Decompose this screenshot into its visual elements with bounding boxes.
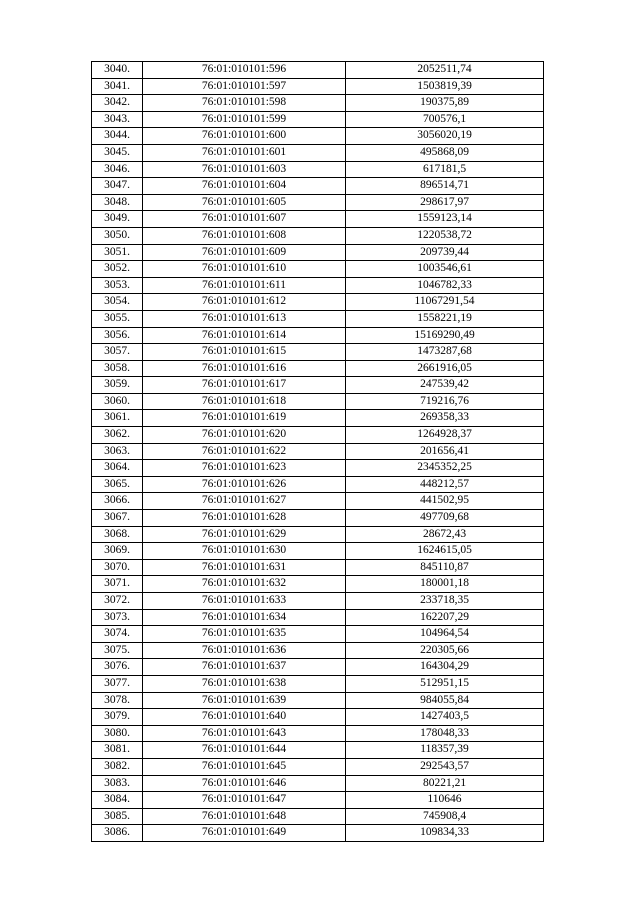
row-number-cell: 3046. xyxy=(92,161,143,178)
cadastral-number-cell: 76:01:010101:609 xyxy=(143,244,346,261)
cadastral-value-cell: 1046782,33 xyxy=(346,277,544,294)
cadastral-value-cell: 1624615,05 xyxy=(346,543,544,560)
table-row xyxy=(92,211,544,228)
table-row xyxy=(92,178,544,195)
cadastral-value-cell: 28672,43 xyxy=(346,526,544,543)
cadastral-value-cell: 441502,95 xyxy=(346,493,544,510)
table-row xyxy=(92,227,544,244)
row-number-cell: 3084. xyxy=(92,792,143,809)
table-row xyxy=(92,344,544,361)
cadastral-number-cell: 76:01:010101:648 xyxy=(143,808,346,825)
table-row xyxy=(92,626,544,643)
cadastral-number-cell: 76:01:010101:640 xyxy=(143,709,346,726)
table-row xyxy=(92,493,544,510)
cadastral-number-cell: 76:01:010101:649 xyxy=(143,825,346,842)
table-row xyxy=(92,261,544,278)
row-number-cell: 3051. xyxy=(92,244,143,261)
cadastral-value-cell: 700576,1 xyxy=(346,111,544,128)
table-row xyxy=(92,294,544,311)
table-row xyxy=(92,360,544,377)
row-number-cell: 3043. xyxy=(92,111,143,128)
cadastral-number-cell: 76:01:010101:601 xyxy=(143,144,346,161)
row-number-cell: 3067. xyxy=(92,510,143,527)
cadastral-number-cell: 76:01:010101:634 xyxy=(143,609,346,626)
cadastral-value-cell: 495868,09 xyxy=(346,144,544,161)
cadastral-number-cell: 76:01:010101:619 xyxy=(143,410,346,427)
row-number-cell: 3075. xyxy=(92,642,143,659)
row-number-cell: 3083. xyxy=(92,775,143,792)
row-number-cell: 3073. xyxy=(92,609,143,626)
cadastral-number-cell: 76:01:010101:629 xyxy=(143,526,346,543)
cadastral-number-cell: 76:01:010101:620 xyxy=(143,427,346,444)
cadastral-number-cell: 76:01:010101:628 xyxy=(143,510,346,527)
row-number-cell: 3065. xyxy=(92,476,143,493)
table-row xyxy=(92,410,544,427)
cadastral-value-cell: 512951,15 xyxy=(346,675,544,692)
row-number-cell: 3057. xyxy=(92,344,143,361)
row-number-cell: 3058. xyxy=(92,360,143,377)
table-row xyxy=(92,161,544,178)
row-number-cell: 3060. xyxy=(92,393,143,410)
cadastral-value-cell: 448212,57 xyxy=(346,476,544,493)
cadastral-number-cell: 76:01:010101:598 xyxy=(143,95,346,112)
row-number-cell: 3055. xyxy=(92,310,143,327)
table-row xyxy=(92,792,544,809)
cadastral-value-cell: 896514,71 xyxy=(346,178,544,195)
cadastral-value-cell: 209739,44 xyxy=(346,244,544,261)
row-number-cell: 3040. xyxy=(92,62,143,79)
table-row xyxy=(92,443,544,460)
row-number-cell: 3047. xyxy=(92,178,143,195)
cadastral-value-cell: 1558221,19 xyxy=(346,310,544,327)
table-row xyxy=(92,310,544,327)
row-number-cell: 3053. xyxy=(92,277,143,294)
table-row xyxy=(92,559,544,576)
cadastral-value-cell: 984055,84 xyxy=(346,692,544,709)
cadastral-number-cell: 76:01:010101:626 xyxy=(143,476,346,493)
cadastral-value-cell: 719216,76 xyxy=(346,393,544,410)
row-number-cell: 3068. xyxy=(92,526,143,543)
cadastral-value-cell: 2052511,74 xyxy=(346,62,544,79)
cadastral-value-cell: 233718,35 xyxy=(346,593,544,610)
cadastral-value-cell: 1503819,39 xyxy=(346,78,544,95)
table-row xyxy=(92,709,544,726)
cadastral-number-cell: 76:01:010101:615 xyxy=(143,344,346,361)
row-number-cell: 3054. xyxy=(92,294,143,311)
cadastral-number-cell: 76:01:010101:596 xyxy=(143,62,346,79)
cadastral-value-cell: 110646 xyxy=(346,792,544,809)
row-number-cell: 3059. xyxy=(92,377,143,394)
cadastral-number-cell: 76:01:010101:608 xyxy=(143,227,346,244)
row-number-cell: 3064. xyxy=(92,460,143,477)
cadastral-number-cell: 76:01:010101:646 xyxy=(143,775,346,792)
table-row xyxy=(92,427,544,444)
cadastral-number-cell: 76:01:010101:639 xyxy=(143,692,346,709)
cadastral-value-cell: 109834,33 xyxy=(346,825,544,842)
row-number-cell: 3048. xyxy=(92,194,143,211)
cadastral-number-cell: 76:01:010101:610 xyxy=(143,261,346,278)
table-row xyxy=(92,62,544,79)
cadastral-value-cell: 1427403,5 xyxy=(346,709,544,726)
cadastral-number-cell: 76:01:010101:600 xyxy=(143,128,346,145)
table-row xyxy=(92,642,544,659)
row-number-cell: 3086. xyxy=(92,825,143,842)
cadastral-value-cell: 11067291,54 xyxy=(346,294,544,311)
cadastral-value-cell: 178048,33 xyxy=(346,725,544,742)
table-row xyxy=(92,144,544,161)
row-number-cell: 3079. xyxy=(92,709,143,726)
cadastral-value-cell: 2661916,05 xyxy=(346,360,544,377)
row-number-cell: 3050. xyxy=(92,227,143,244)
cadastral-value-cell: 2345352,25 xyxy=(346,460,544,477)
row-number-cell: 3069. xyxy=(92,543,143,560)
table-row xyxy=(92,593,544,610)
cadastral-value-cell: 180001,18 xyxy=(346,576,544,593)
cadastral-value-cell: 298617,97 xyxy=(346,194,544,211)
table-row xyxy=(92,111,544,128)
table-row xyxy=(92,277,544,294)
table-row xyxy=(92,194,544,211)
cadastral-number-cell: 76:01:010101:611 xyxy=(143,277,346,294)
row-number-cell: 3078. xyxy=(92,692,143,709)
table-row xyxy=(92,244,544,261)
cadastral-number-cell: 76:01:010101:645 xyxy=(143,758,346,775)
cadastral-value-cell: 845110,87 xyxy=(346,559,544,576)
table-row xyxy=(92,775,544,792)
table-row xyxy=(92,526,544,543)
table-row xyxy=(92,692,544,709)
table-row xyxy=(92,327,544,344)
table-row xyxy=(92,659,544,676)
row-number-cell: 3062. xyxy=(92,427,143,444)
row-number-cell: 3063. xyxy=(92,443,143,460)
row-number-cell: 3044. xyxy=(92,128,143,145)
cadastral-number-cell: 76:01:010101:631 xyxy=(143,559,346,576)
row-number-cell: 3045. xyxy=(92,144,143,161)
table-row xyxy=(92,128,544,145)
cadastral-value-cell: 164304,29 xyxy=(346,659,544,676)
cadastral-number-cell: 76:01:010101:599 xyxy=(143,111,346,128)
table-row xyxy=(92,377,544,394)
cadastral-value-cell: 1003546,61 xyxy=(346,261,544,278)
cadastral-value-cell: 269358,33 xyxy=(346,410,544,427)
row-number-cell: 3071. xyxy=(92,576,143,593)
table-row xyxy=(92,742,544,759)
cadastral-number-cell: 76:01:010101:597 xyxy=(143,78,346,95)
row-number-cell: 3077. xyxy=(92,675,143,692)
cadastral-value-cell: 201656,41 xyxy=(346,443,544,460)
cadastral-value-cell: 497709,68 xyxy=(346,510,544,527)
cadastral-number-cell: 76:01:010101:627 xyxy=(143,493,346,510)
row-number-cell: 3061. xyxy=(92,410,143,427)
cadastral-number-cell: 76:01:010101:637 xyxy=(143,659,346,676)
cadastral-value-cell: 220305,66 xyxy=(346,642,544,659)
table-row xyxy=(92,476,544,493)
cadastral-number-cell: 76:01:010101:612 xyxy=(143,294,346,311)
cadastral-value-cell: 15169290,49 xyxy=(346,327,544,344)
table-row xyxy=(92,609,544,626)
cadastral-value-cell: 3056020,19 xyxy=(346,128,544,145)
cadastral-value-cell: 617181,5 xyxy=(346,161,544,178)
row-number-cell: 3041. xyxy=(92,78,143,95)
table-row xyxy=(92,510,544,527)
table-row xyxy=(92,543,544,560)
cadastral-number-cell: 76:01:010101:633 xyxy=(143,593,346,610)
cadastral-value-cell: 292543,57 xyxy=(346,758,544,775)
table-row xyxy=(92,758,544,775)
table-row xyxy=(92,460,544,477)
table-row xyxy=(92,393,544,410)
table-row xyxy=(92,78,544,95)
cadastral-number-cell: 76:01:010101:647 xyxy=(143,792,346,809)
row-number-cell: 3066. xyxy=(92,493,143,510)
row-number-cell: 3081. xyxy=(92,742,143,759)
cadastral-number-cell: 76:01:010101:623 xyxy=(143,460,346,477)
cadastral-value-cell: 1473287,68 xyxy=(346,344,544,361)
row-number-cell: 3085. xyxy=(92,808,143,825)
cadastral-value-cell: 1220538,72 xyxy=(346,227,544,244)
row-number-cell: 3056. xyxy=(92,327,143,344)
cadastral-number-cell: 76:01:010101:632 xyxy=(143,576,346,593)
cadastral-value-cell: 80221,21 xyxy=(346,775,544,792)
row-number-cell: 3042. xyxy=(92,95,143,112)
cadastral-number-cell: 76:01:010101:617 xyxy=(143,377,346,394)
cadastral-number-cell: 76:01:010101:644 xyxy=(143,742,346,759)
cadastral-value-cell: 162207,29 xyxy=(346,609,544,626)
cadastral-value-cell: 745908,4 xyxy=(346,808,544,825)
cadastral-value-cell: 190375,89 xyxy=(346,95,544,112)
cadastral-number-cell: 76:01:010101:614 xyxy=(143,327,346,344)
cadastral-value-cell: 118357,39 xyxy=(346,742,544,759)
cadastral-number-cell: 76:01:010101:638 xyxy=(143,675,346,692)
cadastral-number-cell: 76:01:010101:643 xyxy=(143,725,346,742)
row-number-cell: 3049. xyxy=(92,211,143,228)
row-number-cell: 3074. xyxy=(92,626,143,643)
cadastral-value-table xyxy=(91,61,544,842)
cadastral-number-cell: 76:01:010101:607 xyxy=(143,211,346,228)
row-number-cell: 3076. xyxy=(92,659,143,676)
table-body xyxy=(92,62,544,842)
table-row xyxy=(92,725,544,742)
cadastral-value-cell: 247539,42 xyxy=(346,377,544,394)
table-row xyxy=(92,808,544,825)
cadastral-number-cell: 76:01:010101:616 xyxy=(143,360,346,377)
cadastral-number-cell: 76:01:010101:605 xyxy=(143,194,346,211)
cadastral-value-cell: 1264928,37 xyxy=(346,427,544,444)
cadastral-number-cell: 76:01:010101:635 xyxy=(143,626,346,643)
table-row xyxy=(92,95,544,112)
table-row xyxy=(92,675,544,692)
cadastral-number-cell: 76:01:010101:630 xyxy=(143,543,346,560)
cadastral-number-cell: 76:01:010101:613 xyxy=(143,310,346,327)
table-row xyxy=(92,576,544,593)
row-number-cell: 3080. xyxy=(92,725,143,742)
cadastral-number-cell: 76:01:010101:636 xyxy=(143,642,346,659)
cadastral-number-cell: 76:01:010101:622 xyxy=(143,443,346,460)
table-row xyxy=(92,825,544,842)
cadastral-value-cell: 104964,54 xyxy=(346,626,544,643)
row-number-cell: 3072. xyxy=(92,593,143,610)
row-number-cell: 3070. xyxy=(92,559,143,576)
cadastral-number-cell: 76:01:010101:604 xyxy=(143,178,346,195)
row-number-cell: 3082. xyxy=(92,758,143,775)
cadastral-number-cell: 76:01:010101:603 xyxy=(143,161,346,178)
cadastral-number-cell: 76:01:010101:618 xyxy=(143,393,346,410)
cadastral-value-cell: 1559123,14 xyxy=(346,211,544,228)
row-number-cell: 3052. xyxy=(92,261,143,278)
